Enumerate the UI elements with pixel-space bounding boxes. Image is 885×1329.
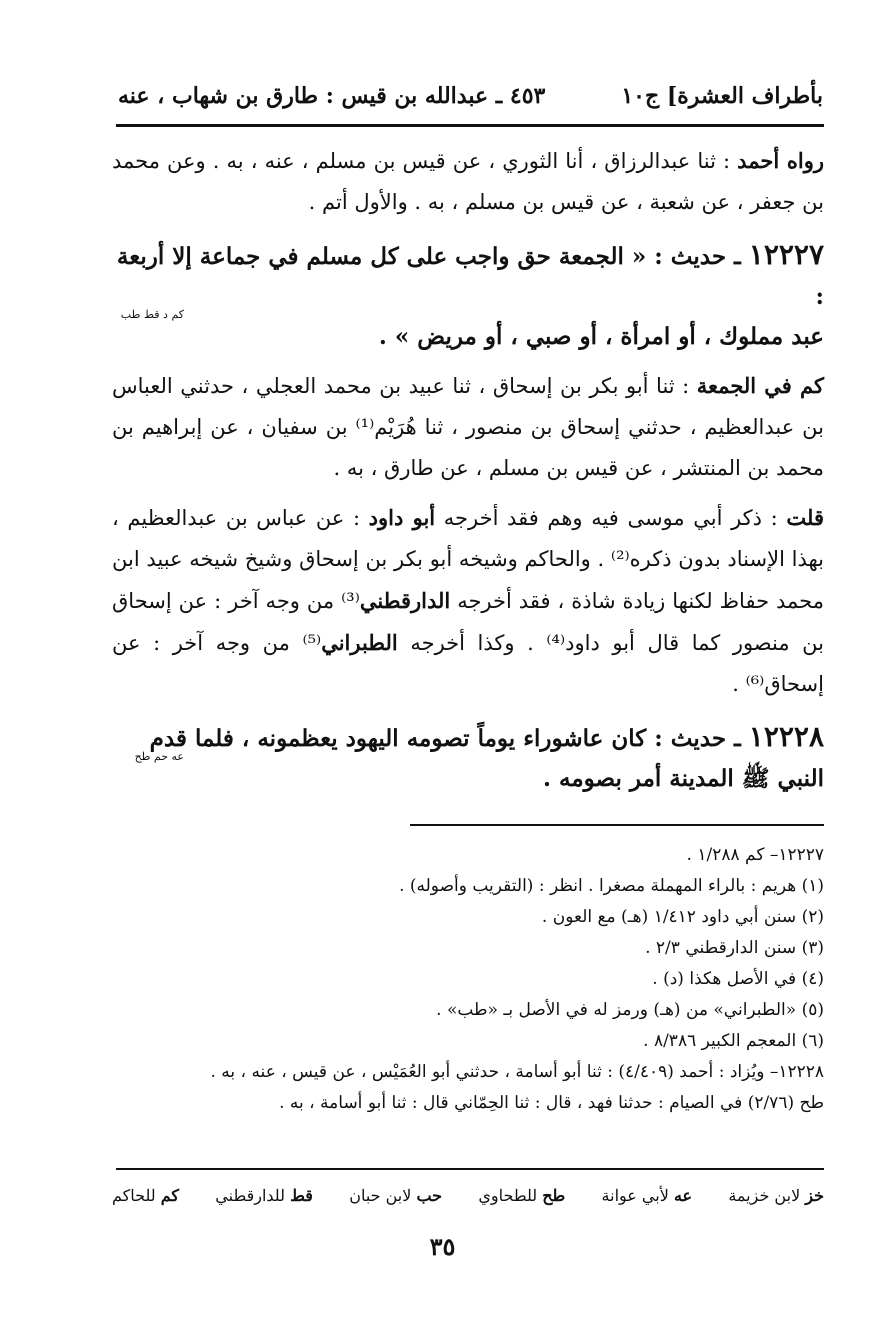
abbreviation [602,1180,693,1212]
hadith-label: ـ حديث [670,725,749,752]
abbreviation-name: لابن خزيمة [728,1186,801,1205]
abbreviation-code: عه [673,1186,693,1205]
qult-tabarani: الطبراني [321,630,398,655]
abbreviation [728,1180,824,1212]
header-rule [116,124,824,127]
main-text [112,140,824,799]
footnote-item: (٣) سنن الدارقطني ٢/٣ . [645,938,824,958]
abbreviation-code: خز [805,1186,824,1205]
qult-text-4: ⁽⁵⁾ من وجه آخر : عن إسحاق⁽⁶⁾ . [112,631,824,696]
hadith-text-line-2: النبي ﷺ المدينة أمر بصومه . [543,765,824,792]
hadith-number: ١٢٢٢٧ [748,238,824,271]
qult-text-3: ⁽³⁾ من وجه آخر : عن إسحاق بن منصور كما قال أبو داود⁽⁴⁾ . وكذا أخرجه [112,589,824,655]
footnote-item: (٥) «الطبراني» من (هـ) ورمز له في الأصل بـ «طب» . [436,1000,824,1020]
header-section: ٤٥٣ ـ عبدالله بن قيس : طارق بن شهاب ، عنه [118,83,546,109]
header-volume: بأطراف العشرة] ج١٠ [621,83,823,109]
abbreviation-code: كم [160,1186,179,1205]
abbreviation [349,1180,442,1212]
hadith-label: ـ حديث [670,243,749,270]
paragraph-km [112,365,824,489]
abbreviations-rule [116,1168,824,1170]
abbreviation [112,1180,179,1212]
source-symbols: كم د قط طب [120,308,184,321]
hadith-text-line-1: : كان عاشوراء يوماً تصومه اليهود يعظمونه ، فلما قدم [149,725,671,752]
abbreviation-name: للحاكم [112,1186,156,1205]
intro-text: : ثنا عبدالرزاق ، أنا الثوري ، عن قيس بن مسلم ، عنه ، به . وعن محمد بن جعفر ، عن شعبة ، عن قيس بن مسلم ، به . والأول أتم . [112,149,824,214]
qult-text-2: : عن عباس بن عبدالعظيم ، بهذا الإسناد بدون ذكره⁽²⁾ . والحاكم وشيخه أبو بكر بن إسحاق وشيخ شيخه عبيد ابن محمد حفاظ لكنها زيادة شاذة ، فقد أخرجه [112,506,824,613]
abbreviation-code: طح [542,1186,566,1205]
abbreviations-key [112,1180,824,1212]
paragraph-qult [112,497,824,705]
footnote-item: (٦) المعجم الكبير ٨/٣٨٦ . [643,1031,824,1051]
abbreviation-code: حب [416,1186,443,1205]
source-symbols: عه حم طح [134,750,184,763]
footnote-item: طح (٢/٧٦) في الصيام : حدثنا فهد ، قال : ثنا الحِمّاني قال : ثنا أبو أسامة ، به . [279,1093,824,1113]
abbreviation-name: للطحاوي [478,1186,538,1205]
qult-lead: قلت [786,505,824,530]
hadith-text-line-1: : « الجمعة حق واجب على كل مسلم في جماعة إلا أربعة : [116,243,824,310]
abbreviation-code: قط [290,1186,313,1205]
footnotes [112,840,824,1119]
footnote-item: ١٢٢٢٧– كم ١/٢٨٨ . [686,845,824,865]
abbreviation-name: لابن حبان [349,1186,412,1205]
footnote-item: (٢) سنن أبي داود ١/٤١٢ (هـ) مع العون . [541,907,824,927]
abbreviation-name: للدارقطني [215,1186,285,1205]
footnote-rule [410,824,824,826]
hadith-12228 [112,717,824,799]
km-lead: كم في الجمعة [696,373,824,398]
hadith-text-line-2: عبد مملوك ، أو امرأة ، أو صبي ، أو مريض » . [378,323,824,350]
hadith-12227 [112,235,824,357]
qult-abu-dawud: أبو داود [368,505,436,530]
abbreviation [478,1180,565,1212]
intro-paragraph [112,140,824,223]
abbreviation-name: لأبي عوانة [601,1186,669,1205]
abbreviation [215,1180,313,1212]
hadith-number: ١٢٢٢٨ [748,720,824,753]
qult-daraqutni: الدارقطني [359,588,451,613]
qult-text: : ذكر أبي موسى فيه وهم فقد أخرجه [435,506,787,530]
footnote-item: (١) هريم : بالراء المهملة مصغرا . انظر : (التقريب وأصوله) . [399,876,824,896]
footnote-item: ١٢٢٢٨– ويُزاد : أحمد (٤/٤٠٩) : ثنا أبو أسامة ، حدثني أبو العُمَيْس ، عن قيس ، عنه ، به . [210,1062,824,1082]
km-text: : ثنا أبو بكر بن إسحاق ، ثنا عبيد بن محمد العجلي ، حدثني العباس بن عبدالعظيم ، حدثني إسحاق بن منصور ، ثنا هُرَيْم⁽¹⁾ بن سفيان ، عن إبراهيم بن محمد بن المنتشر ، عن قيس بن مسلم ، عن طارق ، به . [112,374,825,480]
footnote-item: (٤) في الأصل هكذا (د) . [652,969,824,989]
page-number: ٣٥ [429,1232,456,1261]
running-header [118,78,823,114]
intro-lead: رواه أحمد [737,148,824,173]
